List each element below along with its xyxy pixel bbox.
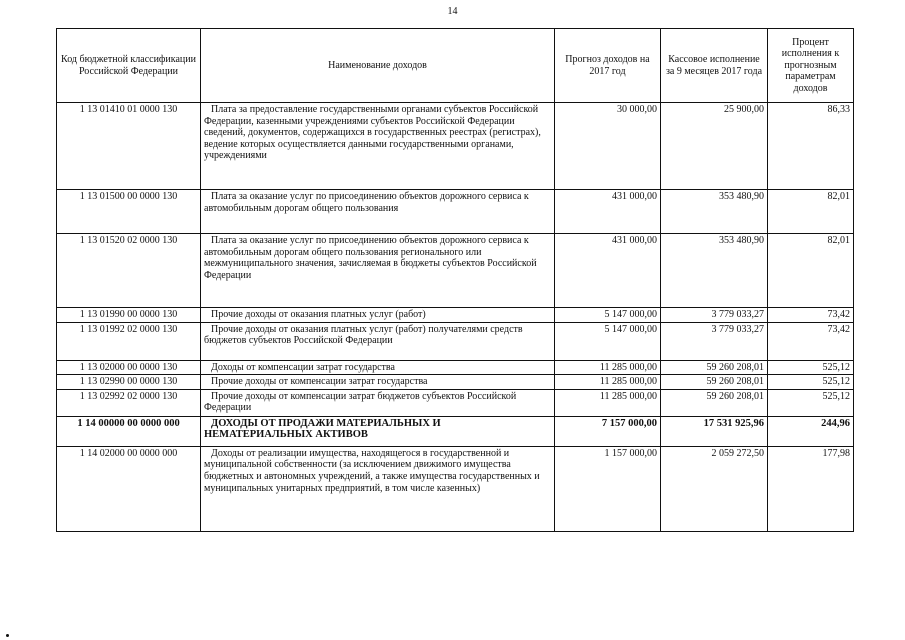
name-text: ДОХОДЫ ОТ ПРОДАЖИ МАТЕРИАЛЬНЫХ И НЕМАТЕРИАЛЬНЫХ АКТИВОВ <box>204 417 441 441</box>
header-cash: Кассовое исполнение за 9 месяцев 2017 года <box>661 29 768 103</box>
name-cell <box>201 360 555 375</box>
forecast-cell: 431 000,00 <box>555 234 661 308</box>
percent-cell: 82,01 <box>768 190 854 234</box>
name-text: Плата за предоставление государственными органами субъектов Российской Федерации, казенными учреждениями субъектов Российской Федерации сведений, документов, содержащихся в государственных реестрах (регистрах), ведение которых осуществляется данными государственными органами, учреждениями <box>204 104 541 162</box>
percent-cell: 73,42 <box>768 322 854 360</box>
name-cell <box>201 375 555 390</box>
forecast-cell: 431 000,00 <box>555 190 661 234</box>
table-row <box>57 416 854 446</box>
code-cell: 1 13 01990 00 0000 130 <box>57 308 201 323</box>
table-row <box>57 375 854 390</box>
name-cell <box>201 234 555 308</box>
forecast-cell: 11 285 000,00 <box>555 360 661 375</box>
header-percent: Процент исполнения к прогнозным параметрам доходов <box>768 29 854 103</box>
cash-cell: 3 779 033,27 <box>661 308 768 323</box>
name-cell <box>201 308 555 323</box>
name-cell <box>201 190 555 234</box>
name-text: Прочие доходы от компенсации затрат государства <box>211 376 428 388</box>
name-cell <box>201 103 555 190</box>
cash-cell: 2 059 272,50 <box>661 446 768 531</box>
code-cell: 1 14 02000 00 0000 000 <box>57 446 201 531</box>
forecast-cell: 5 147 000,00 <box>555 322 661 360</box>
cash-cell: 59 260 208,01 <box>661 360 768 375</box>
scan-speck <box>6 634 9 637</box>
name-cell <box>201 446 555 531</box>
cash-cell: 3 779 033,27 <box>661 322 768 360</box>
cash-cell: 353 480,90 <box>661 234 768 308</box>
code-cell: 1 13 01992 02 0000 130 <box>57 322 201 360</box>
name-text: Прочие доходы от оказания платных услуг (работ) <box>211 309 426 320</box>
forecast-cell: 1 157 000,00 <box>555 446 661 531</box>
name-cell <box>201 389 555 416</box>
table-row <box>57 308 854 323</box>
table-row <box>57 360 854 375</box>
forecast-cell: 7 157 000,00 <box>555 416 661 446</box>
code-cell: 1 14 00000 00 0000 000 <box>57 416 201 446</box>
percent-cell: 525,12 <box>768 360 854 375</box>
code-cell: 1 13 02992 02 0000 130 <box>57 389 201 416</box>
header-code: Код бюджетной классификации Российской Федерации <box>57 29 201 103</box>
table-header-row <box>57 29 854 103</box>
forecast-cell: 11 285 000,00 <box>555 375 661 390</box>
percent-cell: 82,01 <box>768 234 854 308</box>
cash-cell: 59 260 208,01 <box>661 375 768 390</box>
code-cell: 1 13 01500 00 0000 130 <box>57 190 201 234</box>
cash-cell: 25 900,00 <box>661 103 768 190</box>
code-cell: 1 13 01520 02 0000 130 <box>57 234 201 308</box>
percent-cell: 177,98 <box>768 446 854 531</box>
header-forecast: Прогноз доходов на 2017 год <box>555 29 661 103</box>
table-row <box>57 234 854 308</box>
table-row <box>57 322 854 360</box>
cash-cell: 353 480,90 <box>661 190 768 234</box>
percent-cell: 73,42 <box>768 308 854 323</box>
percent-cell: 525,12 <box>768 375 854 390</box>
table-row <box>57 103 854 190</box>
name-text: Плата за оказание услуг по присоединению объектов дорожного сервиса к автомобильным дорогам общего пользования <box>204 191 529 214</box>
code-cell: 1 13 01410 01 0000 130 <box>57 103 201 190</box>
percent-cell: 86,33 <box>768 103 854 190</box>
forecast-cell: 11 285 000,00 <box>555 389 661 416</box>
table-body <box>57 103 854 532</box>
table-row <box>57 190 854 234</box>
name-cell <box>201 416 555 446</box>
code-cell: 1 13 02990 00 0000 130 <box>57 375 201 390</box>
percent-cell: 525,12 <box>768 389 854 416</box>
table-row <box>57 389 854 416</box>
cash-cell: 59 260 208,01 <box>661 389 768 416</box>
name-text: Прочие доходы от оказания платных услуг (работ) получателями средств бюджетов субъектов Российской Федерации <box>204 323 523 347</box>
name-text: Плата за оказание услуг по присоединению объектов дорожного сервиса к автомобильным дорогам общего пользования регионального или межмуниципального значения, зачисляемая в бюджеты субъектов Российской Федерации <box>204 235 537 281</box>
percent-cell: 244,96 <box>768 416 854 446</box>
revenue-table <box>56 28 854 532</box>
header-name: Наименование доходов <box>201 29 555 103</box>
name-cell <box>201 322 555 360</box>
name-text: Доходы от компенсации затрат государства <box>211 361 395 373</box>
forecast-cell: 30 000,00 <box>555 103 661 190</box>
code-cell: 1 13 02000 00 0000 130 <box>57 360 201 375</box>
table-row <box>57 446 854 531</box>
page-number: 14 <box>447 6 458 17</box>
forecast-cell: 5 147 000,00 <box>555 308 661 323</box>
name-text: Прочие доходы от компенсации затрат бюджетов субъектов Российской Федерации <box>204 390 517 414</box>
name-text: Доходы от реализации имущества, находящегося в государственной и муниципальной собственности (за исключением движимого имущества бюджетных и автономных учреждений, а также имущества государственных и муниципальных унитарных предприятий, в том числе казенных) <box>204 447 540 494</box>
cash-cell: 17 531 925,96 <box>661 416 768 446</box>
